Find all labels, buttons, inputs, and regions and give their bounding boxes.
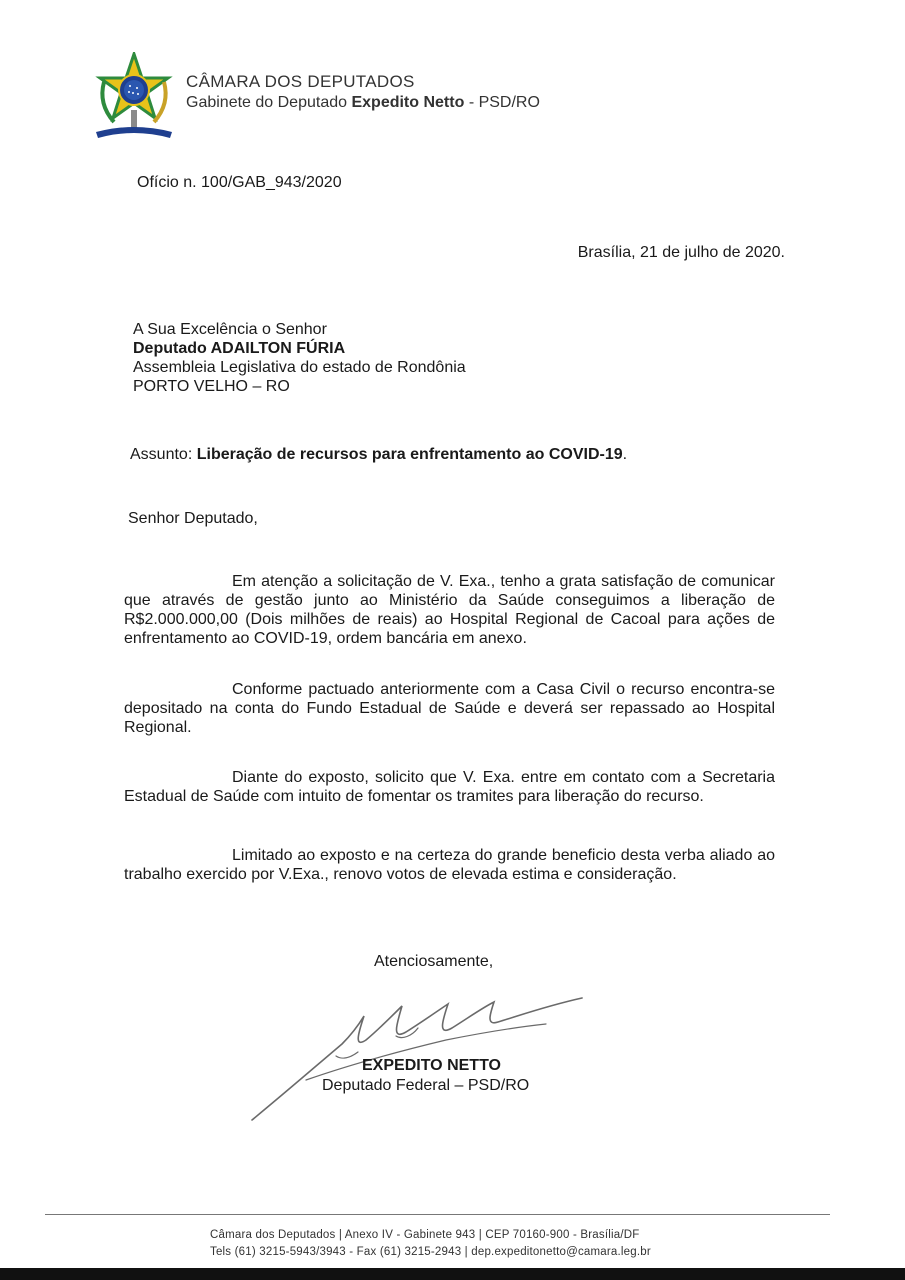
document-reference: Ofício n. 100/GAB_943/2020 (137, 174, 342, 191)
party-suffix: - PSD/RO (468, 94, 540, 111)
deputy-name: Expedito Netto (351, 94, 465, 111)
footer-divider (45, 1214, 830, 1215)
body-paragraph: Diante do exposto, solicito que V. Exa. entre em contato com a Secretaria Estadual de Saúde com intuito de fomentar os tramites para liberação do recurso. (124, 769, 775, 805)
footer-address: Câmara dos Deputados | Anexo IV - Gabinete 943 | CEP 70160-900 - Brasília/DF (210, 1229, 640, 1241)
body-paragraph: Conforme pactuado anteriormente com a Casa Civil o recurso encontra-se depositado na conta do Fundo Estadual de Saúde e deverá ser repassado ao Hospital Regional. (124, 681, 775, 736)
addressee-line-1: A Sua Excelência o Senhor (133, 321, 327, 338)
office-prefix: Gabinete do Deputado (186, 94, 348, 111)
body-paragraph: Limitado ao exposto e na certeza do grande beneficio desta verba aliado ao trabalho exercido por V.Exa., renovo votos de elevada estima e consideração. (124, 847, 775, 883)
coat-of-arms-icon (92, 52, 176, 140)
signer-role: Deputado Federal – PSD/RO (322, 1077, 530, 1094)
subject-line (130, 446, 627, 464)
subject-end: . (622, 446, 628, 463)
addressee-line-2: Deputado ADAILTON FÚRIA (133, 340, 346, 357)
closing: Atenciosamente, (374, 953, 494, 970)
footer-contacts: Tels (61) 3215-5943/3943 - Fax (61) 3215-2943 | dep.expeditonetto@camara.leg.br (210, 1246, 651, 1258)
subject-label: Assunto: (130, 446, 193, 463)
institution-name: CÂMARA DOS DEPUTADOS (186, 72, 415, 91)
subject-text: Liberação de recursos para enfrentamento ao COVID-19 (196, 446, 623, 463)
addressee-block (133, 320, 466, 396)
office-name (186, 94, 540, 112)
signer-name: EXPEDITO NETTO (362, 1057, 501, 1074)
date-line: Brasília, 21 de julho de 2020. (577, 244, 785, 261)
scan-edge-bar (0, 1268, 905, 1280)
body-paragraph: Em atenção a solicitação de V. Exa., tenho a grata satisfação de comunicar que através de gestão junto ao Ministério da Saúde conseguimos a liberação de R$2.000.000,00 (Dois milhões de reais) ao Hospital Regional de Cacoal para ações de enfrentamento ao COVID-19, ordem bancária em anexo. (124, 573, 775, 647)
addressee-line-3: Assembleia Legislativa do estado de Rondônia (133, 359, 466, 376)
salutation: Senhor Deputado, (128, 510, 258, 527)
addressee-line-4: PORTO VELHO – RO (133, 378, 290, 395)
